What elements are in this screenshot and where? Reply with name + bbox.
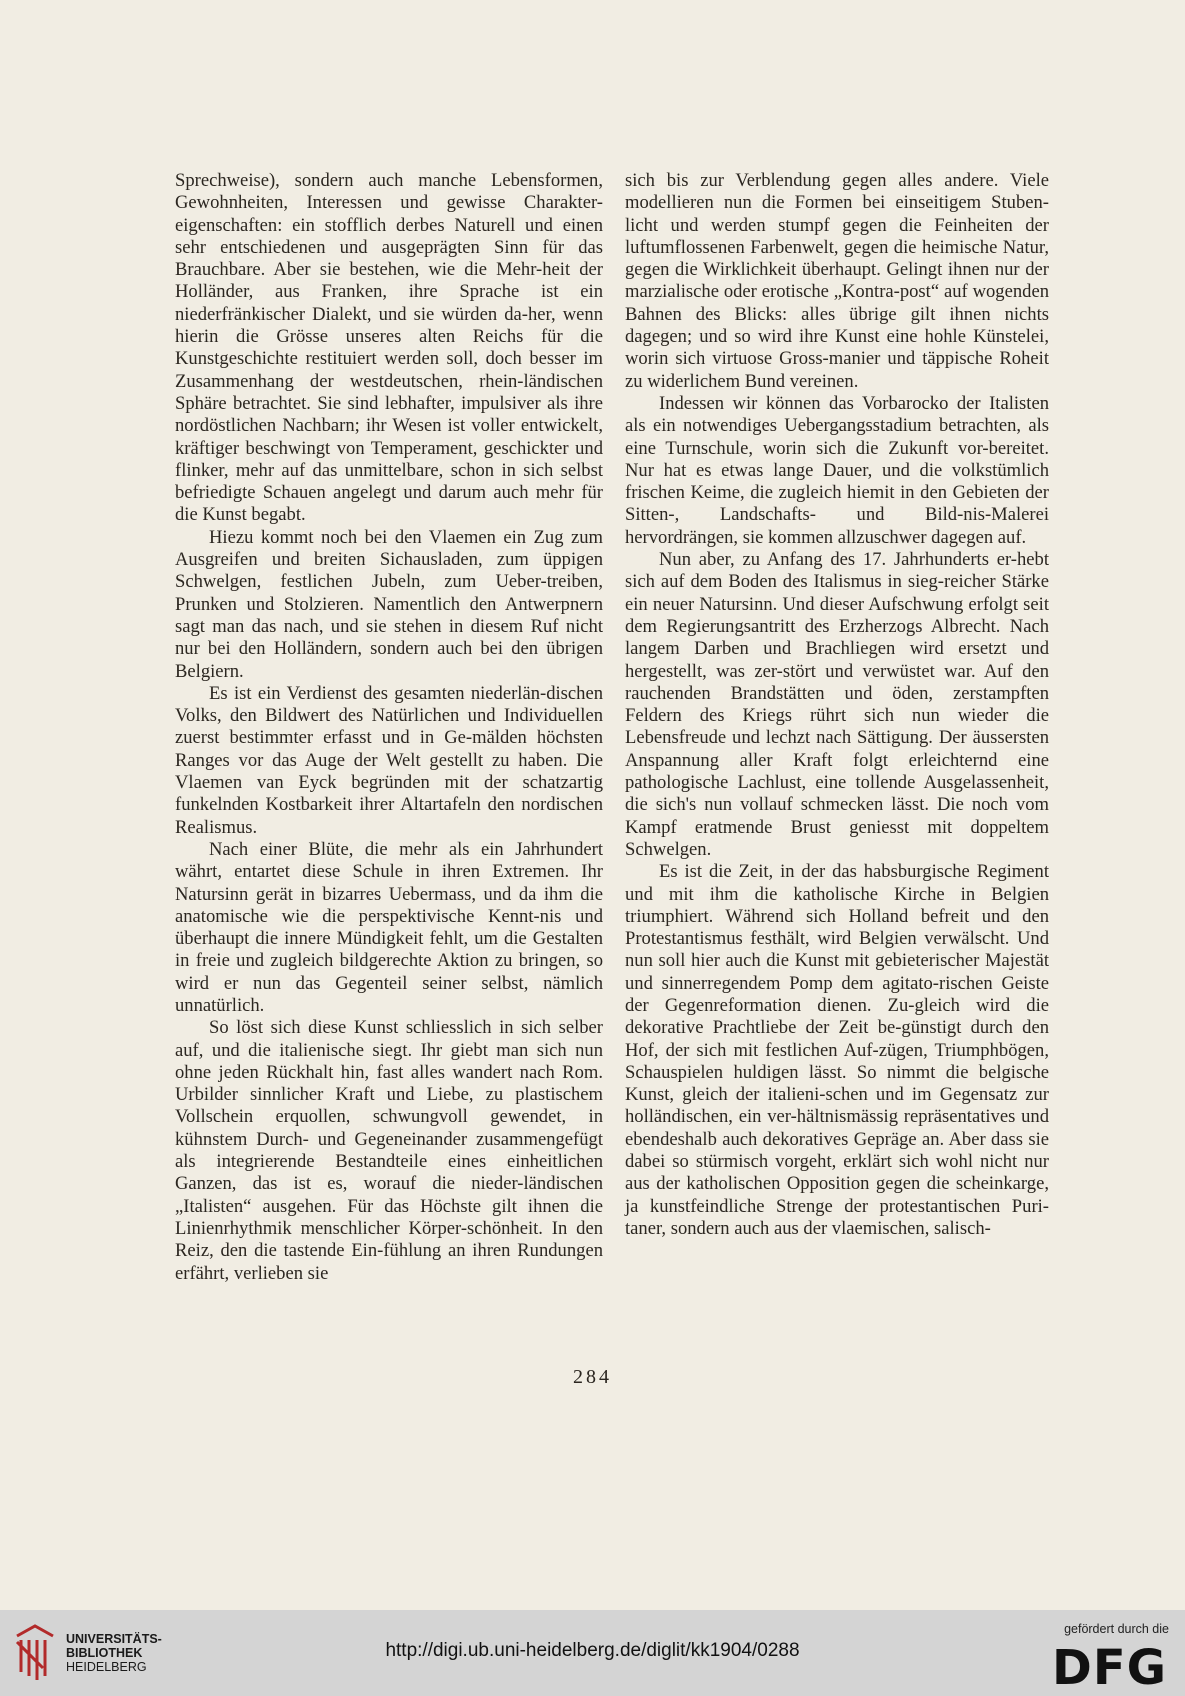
funded-by-label: gefördert durch die [1064, 1622, 1169, 1636]
left-column [175, 170, 603, 1285]
paragraph: Sprechweise), sondern auch manche Lebensformen, Gewohnheiten, Interessen und gewisse Charakter-eigenschaften: ein stofflich derbes Naturell und einen sehr entschiedenen und ausgeprägten Sinn für das Brauchbare. Aber sie bestehen, wie die Mehr-heit der Holländer, aus Franken, ihre Sprache ist ein niederfränkischer Dialekt, und sie würden da-her, wenn hierin die Grösse unseres alten Reichs für die Kunstgeschichte restituiert werden soll, doch besser im Zusammenhang der westdeutschen, rhein-ländischen Sphäre betrachtet. Sie sind lebhafter, impulsiver als ihre nordöstlichen Nachbarn; ihr Wesen ist voller entwickelt, kräftiger beschwingt von Temperament, geschickter und flinker, mehr auf das unmittelbare, schon in sich selbst befriedigte Schauen angelegt und darum auch mehr für die Kunst begabt. [175, 170, 603, 526]
footer-bar [0, 1610, 1185, 1696]
paragraph: Nach einer Blüte, die mehr als ein Jahrhundert währt, entartet diese Schule in ihren Extremen. Ihr Natursinn gerät in bizarres Uebermass, und da ihm die anatomische wie die perspektivische Kennt-nis und überhaupt die innere Mündigkeit fehlt, um die Gestalten in freie und zugleich bildgerechte Aktion zu bringen, so wird er nun das Gegenteil seiner selbst, nämlich unnatürlich. [175, 838, 603, 1016]
paragraph: So löst sich diese Kunst schliesslich in sich selber auf, und die italienische siegt. Ihr giebt man sich nun ohne jeden Rückhalt hin, fast alles wandert nach Rom. Urbilder sinnlicher Kraft und Liebe, zu plastischem Vollschein erquollen, schwungvoll gewendet, in kühnstem Durch- und Gegeneinander zusammengefügt als integrierende Bestandteile eines einheitlichen Ganzen, das ist es, worauf die nieder-ländischen „Italisten“ ausgehen. Für das Höchste gilt ihnen die Linienrhythmik menschlicher Körper-schönheit. In den Reiz, den die tastende Ein-fühlung an ihren Rundungen erfährt, verlieben sie [175, 1017, 603, 1284]
paragraph: Hiezu kommt noch bei den Vlaemen ein Zug zum Ausgreifen und breiten Sichausladen, zum üppigen Schwelgen, festlichen Jubeln, zum Ueber-treiben, Prunken und Stolzieren. Namentlich den Antwerpnern sagt man das nach, und sie stehen in diesem Ruf nicht nur bei den Holländern, sondern auch bei den übrigen Belgiern. [175, 526, 603, 682]
paragraph: Nun aber, zu Anfang des 17. Jahrhunderts er-hebt sich auf dem Boden des Italismus in sieg-reicher Stärke ein neuer Natursinn. Und dieser Aufschwung erfolgt seit dem Regierungsantritt des Erzherzogs Albrecht. Nach langem Darben und Brachliegen wird ersetzt und hergestellt, was zer-stört und verwüstet war. Auf den rauchenden Brandstätten und öden, zerstampften Feldern des Kriegs rührt sich nun wieder die Lebensfreude und lechzt nach Sättigung. Der äussersten Anspannung aller Kraft folgt erleichternd eine pathologische Lachlust, eine tollende Ausgelassenheit, die sich's nun vollauf schmecken lässt. Die noch vom Kampf eratmende Brust geniesst mit doppeltem Schwelgen. [625, 549, 1049, 860]
paragraph: Es ist die Zeit, in der das habsburgische Regiment und mit ihm die katholische Kirche in Belgien triumphiert. Während sich Holland befreit und den Protestantismus festhält, wird Belgien verwälscht. Und nun soll hier auch die Kunst mit gebieterischer Majestät und sinnerregendem Pomp dem agitato-rischen Geiste der Gegenreformation dienen. Zu-gleich wird die dekorative Prachtliebe der Zeit be-günstigt durch den Hof, der sich mit festlichen Auf-zügen, Triumphbögen, Schauspielen huldigen lässt. So nimmt die belgische Kunst, gleich der italieni-schen und im Gegensatz zur holländischen, ein ver-hältnismässig repräsentatives und ebendeshalb auch dekoratives Gepräge an. Aber dass sie dabei so stürmisch vorgeht, erklärt sich wohl nicht nur aus der katholischen Opposition gegen die scheinkarge, ja kunstfeindliche Strenge der protestantischen Puri-taner, sondern auch aus der vlaemischen, salisch- [625, 861, 1049, 1239]
paragraph: Es ist ein Verdienst des gesamten niederlän-dischen Volks, den Bildwert des Natürlichen und Individuellen zuerst bestimmter erfasst und in Ge-mälden höchsten Ranges vor das Auge der Welt gestellt zu haben. Die Vlaemen van Eyck begründen mit der schatzartig funkelnden Kostbarkeit ihrer Altartafeln den nordischen Realismus. [175, 682, 603, 838]
right-column [625, 170, 1049, 1240]
library-name: UNIVERSITÄTS- BIBLIOTHEK HEIDELBERG [66, 1632, 162, 1674]
dfg-logo: DFG [1051, 1640, 1167, 1696]
page-number: 284 [573, 1366, 612, 1388]
paragraph: Indessen wir können das Vorbarocko der Italisten als ein notwendiges Uebergangsstadium betrachten, als eine Turnschule, worin sich die Zukunft vor-bereitet. Nur hat es etwas lange Dauer, und die volkstümlich frischen Keime, die zugleich hiemit in den Gebieten der Sitten-, Landschafts- und Bild-nis-Malerei hervordrängen, sie kommen allzuschwer dagegen auf. [625, 392, 1049, 548]
permalink[interactable]: http://digi.ub.uni-heidelberg.de/diglit/kk1904/0288 [385, 1640, 800, 1661]
paragraph: sich bis zur Verblendung gegen alles andere. Viele modellieren nun die Formen bei einseitigem Stuben-licht und werden stumpf gegen die Feinheiten der luftumflossenen Farbenwelt, gegen die heimische Natur, gegen die Wirklichkeit überhaupt. Gelingt ihnen nur der marzialische oder erotische „Kontra-post“ auf wogenden Bahnen des Blicks: alles übrige gilt ihnen nichts dagegen; und so wird ihre Kunst eine hohle Künstelei, worin sich virtuose Gross-manier und täppische Roheit zu widerlichem Bund vereinen. [625, 170, 1049, 392]
